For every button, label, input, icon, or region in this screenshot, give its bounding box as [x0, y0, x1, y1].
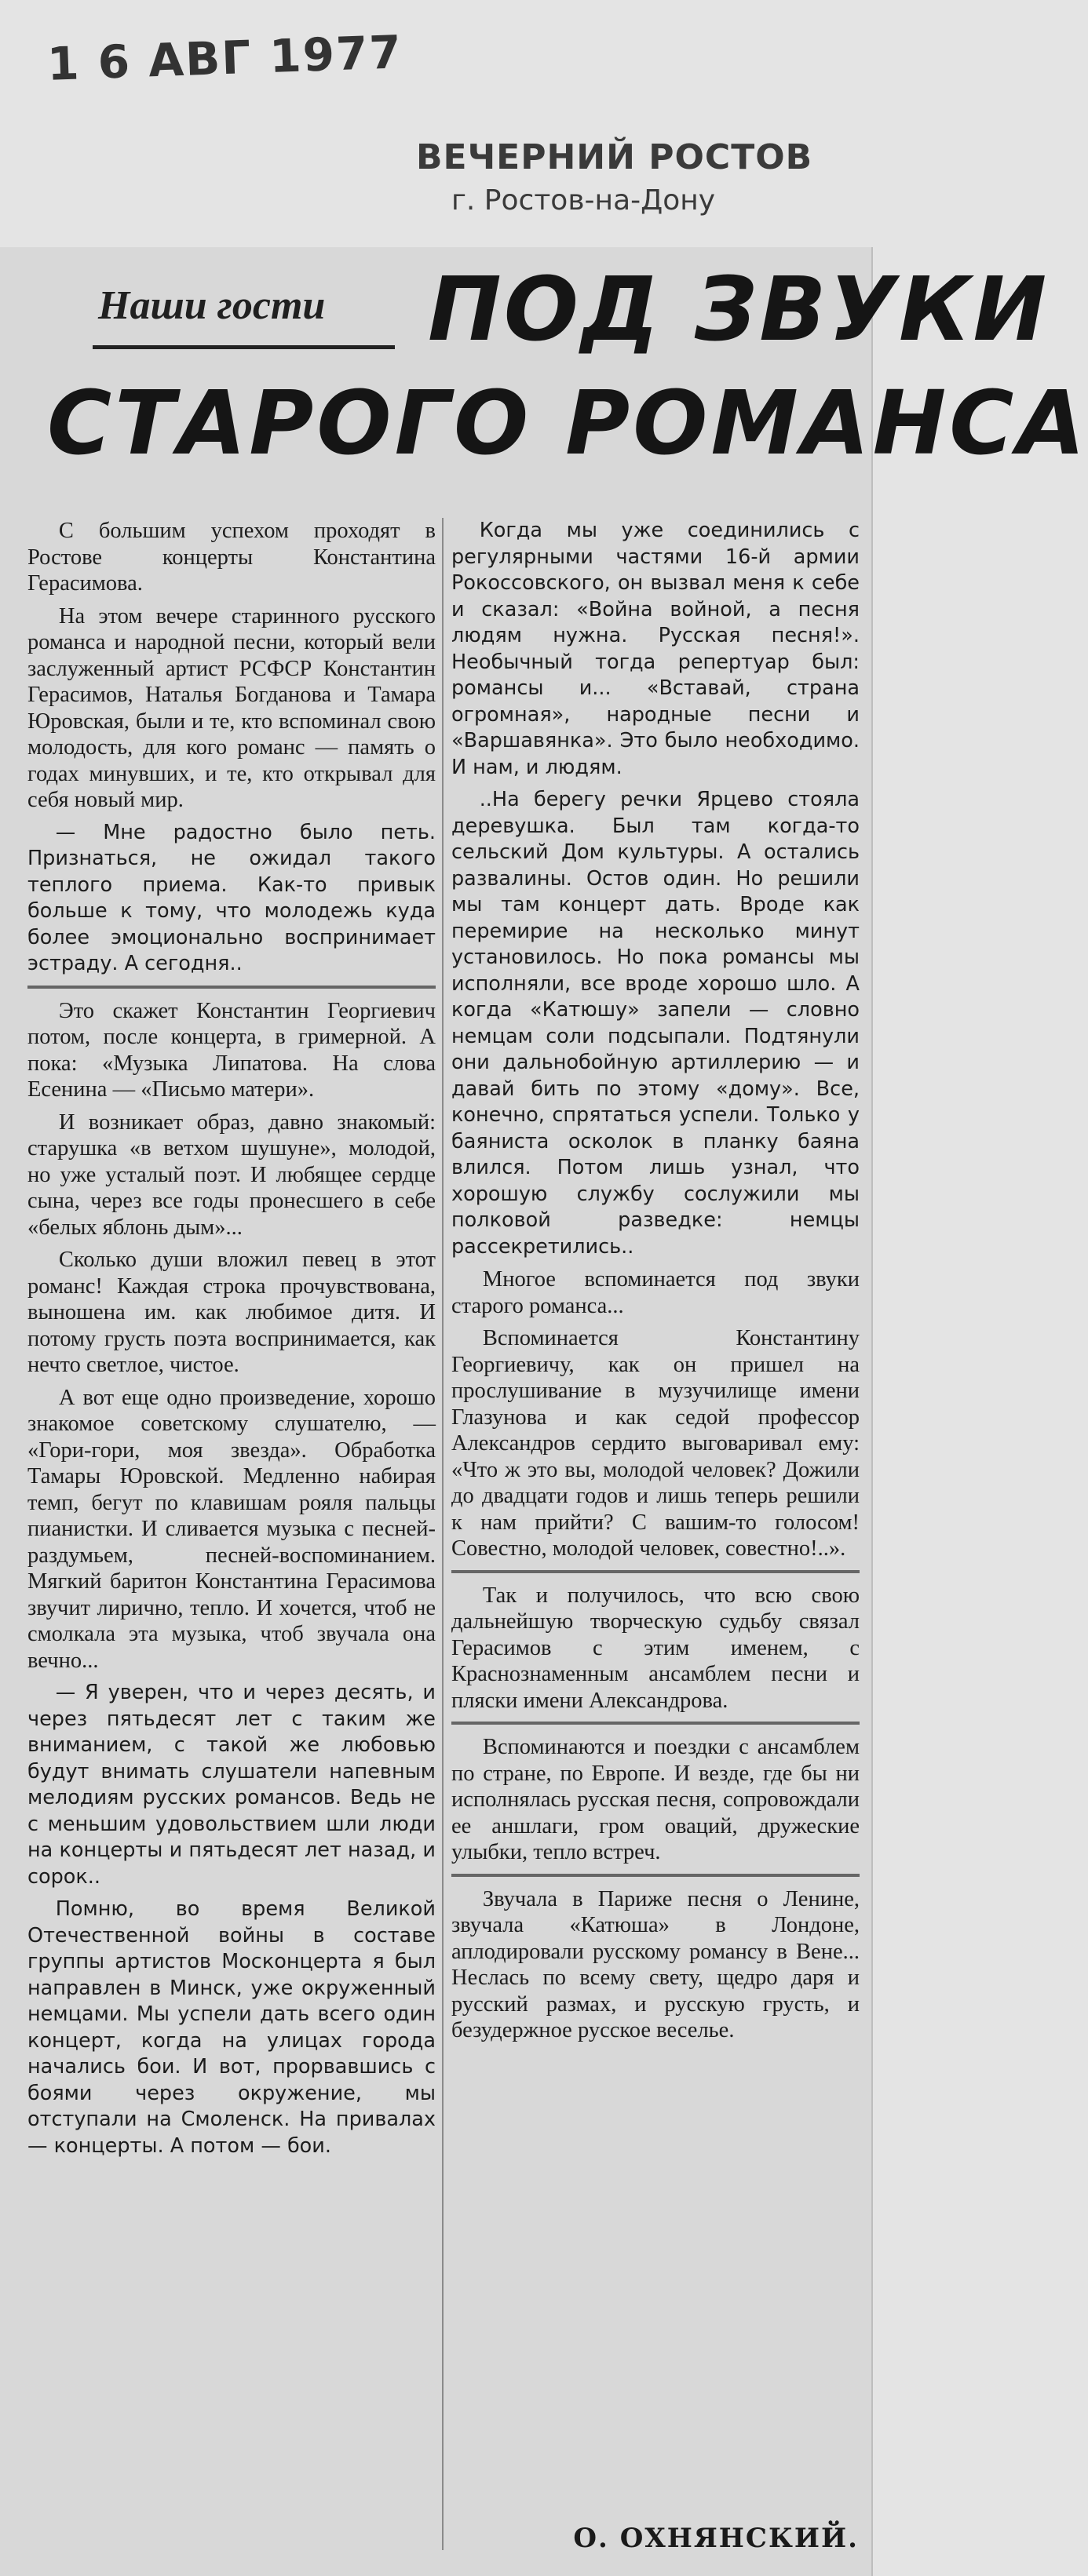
article-paragraph: Когда мы уже соединились с регулярными частями 16-й армии Рокоссовского, он вызвал меня к себе и сказал: «Война войной, а песня людям нужна. Русская песня!». Необычный тогда репертуар был: романсы и... «Вставай, страна огромная», народные песни и «Варшавянка». Это было необходимо. И нам, и людям.: [451, 519, 860, 779]
column-divider: [442, 518, 444, 2550]
article-paragraph: И возникает образ, давно знакомый: старушка «в ветхом шушуне», молодой, но уже усталый поэт. И любящее сердце сына, через все годы пронесшего в себе «белых яблонь дым»...: [27, 1109, 436, 1240]
article-paragraph: А вот еще одно произведение, хорошо знакомое советскому слушателю, — «Гори-гори, моя звезда». Обработка Тамары Юровской. Медленно набирая темп, бегут по клавишам рояля пальцы пианистки. И сливается музыка с песней-раздумьем, песней-воспоминанием. Мягкий баритон Константина Герасимова звучит лирично, тепло. И хочется, чтоб не смолкала эта музыка, чтоб звучала она вечно...: [27, 1385, 436, 1673]
rubric-underline: [93, 345, 395, 349]
article-paragraph: Многое вспоминается под звуки старого романса...: [451, 1267, 860, 1318]
newspaper-name: ВЕЧЕРНИЙ РОСТОВ: [416, 137, 813, 177]
paragraph-separator: [27, 986, 436, 989]
article-paragraph: Вспоминаются и поездки с ансамблем по стране, по Европе. И везде, где бы ни исполнялась русская песня, сопровождали ее аншлаги, гром оваций, дружеские улыбки, тепло встреч.: [451, 1735, 860, 1864]
headline-line-2: СТАРОГО РОМАНСА: [47, 373, 1088, 475]
paragraph-separator: [451, 1570, 860, 1573]
article-paragraph: Вспоминается Константину Георгиевичу, как он пришел на прослушивание в музучилище имени Глазунова и как седой профессор Александров сердито выговаривал ему: «Что ж это вы, молодой человек? Дожили до двадцати годов и лишь теперь решили к нам прийти? С вашим-то голосом! Совестно, молодой человек, совестно!..».: [451, 1326, 860, 1561]
paragraph-separator: [451, 1874, 860, 1877]
right-column: [451, 518, 860, 2558]
article-paragraph: Звучала в Париже песня о Ленине, звучала «Катюша» в Лондоне, аплодировали русскому романсу в Вене... Неслась по всему свету, щедро даря и русский размах, и русскую грусть, и безудержное русское веселье.: [451, 1886, 860, 2042]
article-paragraph: — Мне радостно было петь. Признаться, не ожидал такого теплого приема. Как-то привык больше к тому, что молодежь куда более эмоционально воспринимает эстраду. А сегодня..: [27, 820, 436, 975]
paragraph-separator: [451, 1722, 860, 1725]
article-paragraph: Так и получилось, что всю свою дальнейшую творческую судьбу связал Герасимов с этим именем, с Краснознаменным ансамблем песни и пляски имени Александрова.: [451, 1583, 860, 1713]
article-paragraph: ..На берегу речки Ярцево стояла деревушка. Был там когда-то сельский Дом культуры. А остались развалины. Остов один. Но решили мы там концерт дать. Вроде как перемирие на несколько минут установилось. Но пока романсы мы исполняли, все вроде хорошо шло. А когда «Катюшу» запели — словно немцам соли подсыпали. Подтянули они дальнобойную артиллерию — и давай бить по этому «дому». Все, конечно, спрятаться успели. Только у баяниста осколок в планку баяна влился. Потом лишь узнал, что хорошую службу сослужили мы полковой разведке: немцы рассекретились..: [451, 788, 860, 1259]
headline-line-1: ПОД ЗВУКИ: [428, 259, 1050, 361]
stamp-date: 1 6 АВГ 1977: [46, 25, 403, 91]
article-paragraph: Сколько души вложил певец в этот романс! Каждая строка прочувствована, выношена им. как любимое дитя. И потому грусть поэта воспринимается, как нечто светлое, чистое.: [27, 1248, 436, 1377]
article-paragraph: Помню, во время Великой Отечественной войны в составе группы артистов Москонцерта я был направлен в Минск, уже окруженный немцами. Мы успели дать всего один концерт, когда на улицах города начались бои. И вот, прорвавшись с боями через окружение, мы отступали на Смоленск. На привалах — концерты. А потом — бои.: [27, 1897, 436, 2158]
rubric: Наши гости: [98, 283, 326, 328]
article-paragraph: С большим успехом проходят в Ростове концерты Константина Герасимова.: [27, 519, 436, 596]
author-signature: О. ОХНЯНСКИЙ.: [573, 2523, 859, 2554]
article-paragraph: На этом вечере старинного русского романса и народной песни, который вели заслуженный артист РСФСР Константин Герасимов, Наталья Богданова и Тамара Юровская, были и те, кто вспоминал свою молодость, для кого романс — память о годах минувших, и те, кто открывал для себя новый мир.: [27, 603, 436, 812]
left-column: [27, 518, 436, 2558]
newspaper-city: г. Ростов-на-Дону: [451, 184, 716, 217]
article-paragraph: — Я уверен, что и через десять, и через пятьдесят лет с таким же вниманием, с такой же любовью будут внимать слушатели напевным мелодиям русских романсов. Ведь не с меньшим удовольствием шли люди на концерты и пятьдесят лет назад, и сорок..: [27, 1681, 436, 1889]
article-paragraph: Это скажет Константин Георгиевич потом, после концерта, в гримерной. А пока: «Музыка Липатова. На слова Есенина — «Письмо матери».: [27, 998, 436, 1102]
